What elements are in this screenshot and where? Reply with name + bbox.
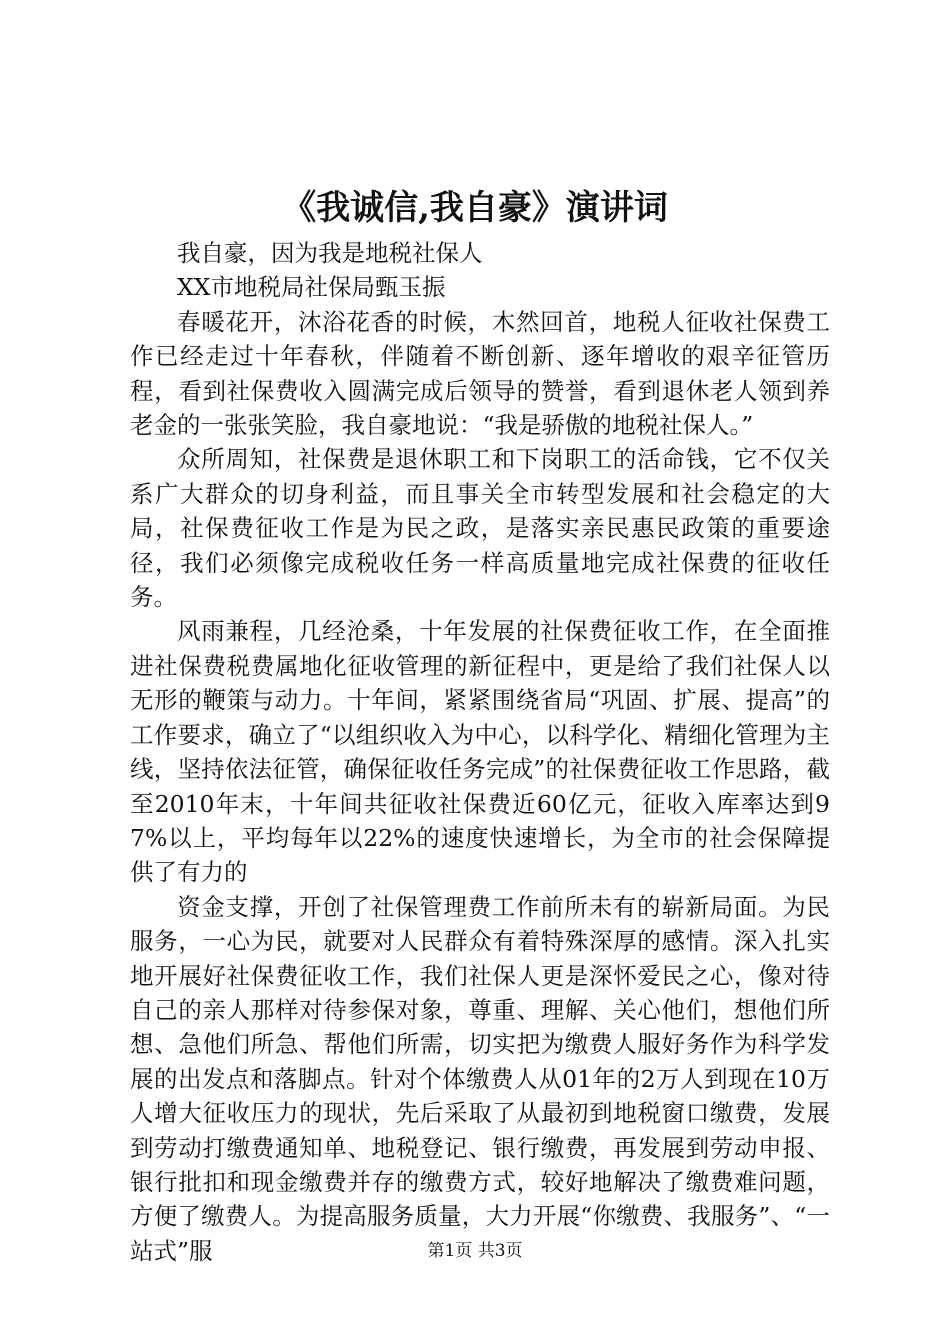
subtitle-line: 我自豪，因为我是地税社保人 xyxy=(177,239,483,267)
author-line: XX市地税局社保局甄玉振 xyxy=(177,273,446,302)
document-body xyxy=(130,236,830,1268)
body-paragraph: 风雨兼程，几经沧桑，十年发展的社保费征收工作，在全面推进社保费税费属地化征收管理的新征程中，更是给了我们社保人以无形的鞭策与动力。十年间，紧紧围绕省局“巩固、扩展、提高”的工作要求，确立了“以组织收入为中心，以科学化、精细化管理为主线，坚持依法征管，确保征收任务完成”的社保费征收工作思路，截至2010年末，十年间共征收社保费近60亿元，征收入库率达到97%以上，平均每年以22%的速度快速增长，为全市的社会保障提供了有力的 xyxy=(130,617,830,887)
page-footer: 第1页 共3页 xyxy=(427,1241,523,1261)
body-paragraph: 资金支撑，开创了社保管理费工作前所未有的崭新局面。为民服务，一心为民，就要对人民群众有着特殊深厚的感情。深入扎实地开展好社保费征收工作，我们社保人更是深怀爱民之心，像对待自己的亲人那样对待参保对象，尊重、理解、关心他们，想他们所想、急他们所急、帮他们所需，切实把为缴费人服好务作为科学发展的出发点和落脚点。针对个体缴费人从01年的2万人到现在10万人增大征收压力的现状，先后采取了从最初到地税窗口缴费，发展到劳动打缴费通知单、地税登记、银行缴费，再发展到劳动申报、银行批扣和现金缴费并存的缴费方式，较好地解决了缴费难问题，方便了缴费人。为提高服务质量，大力开展“你缴费、我服务”、“一站式”服 xyxy=(130,892,830,1265)
body-paragraph: 春暖花开，沐浴花香的时候，木然回首，地税人征收社保费工作已经走过十年春秋，伴随着不断创新、逐年增收的艰辛征管历程，看到社保费收入圆满完成后领导的赞誉，看到退休老人领到养老金的一张张笑脸，我自豪地说：“我是骄傲的地税社保人。” xyxy=(130,307,830,440)
document-title: 《我诚信,我自豪》演讲词 xyxy=(282,188,668,228)
body-paragraph: 众所周知，社保费是退休职工和下岗职工的活命钱，它不仅关系广大群众的切身利益，而且事关全市转型发展和社会稳定的大局，社保费征收工作是为民之政，是落实亲民惠民政策的重要途径，我们必须像完成税收任务一样高质量地完成社保费的征收任务。 xyxy=(130,445,830,612)
